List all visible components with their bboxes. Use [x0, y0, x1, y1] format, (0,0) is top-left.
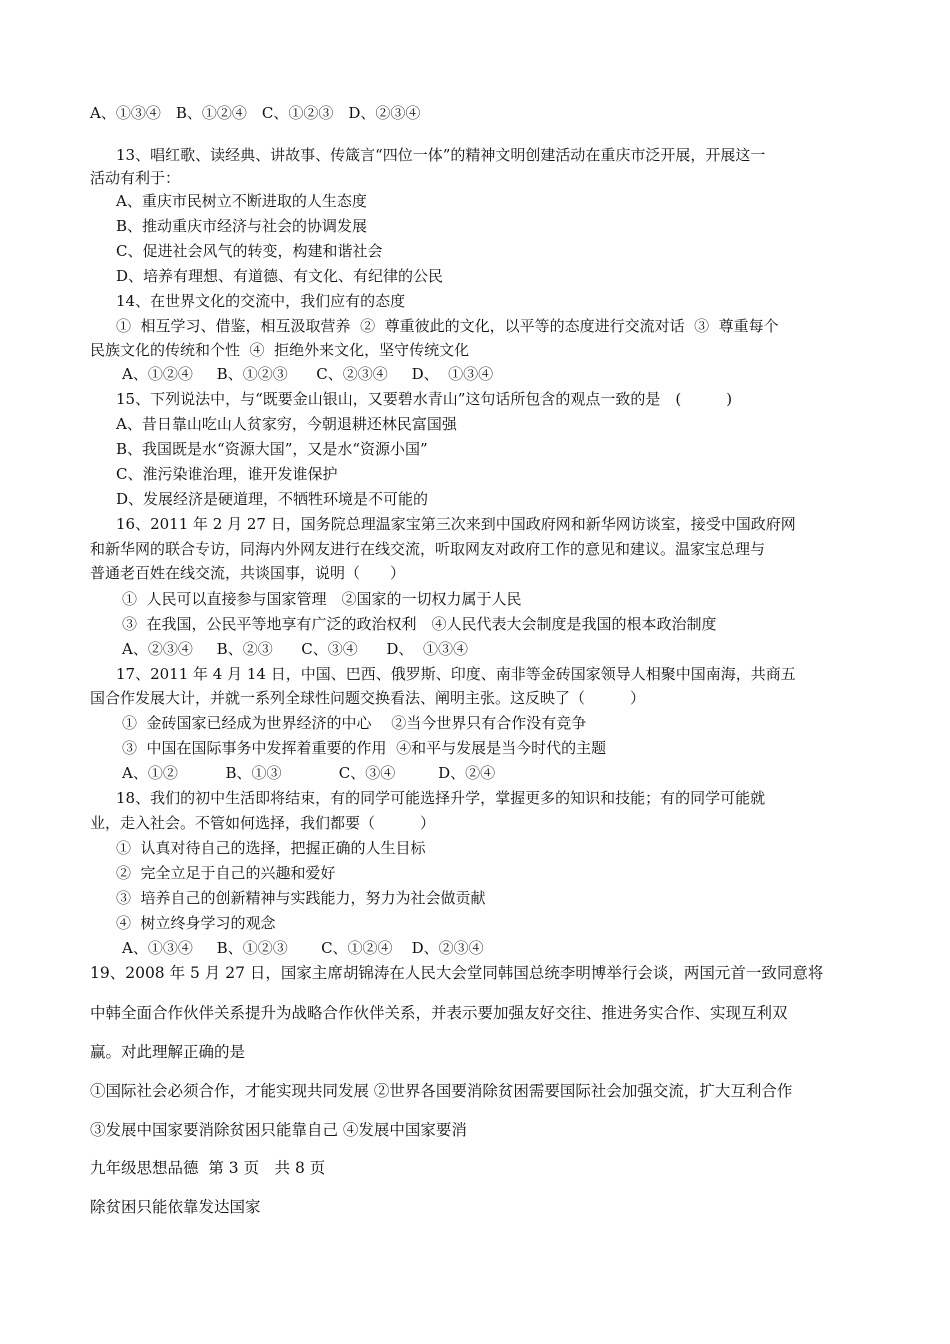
q14-items-line2: 民族文化的传统和个性 ④ 拒绝外来文化，坚守传统文化	[90, 341, 470, 359]
q18-item-2: ② 完全立足于自己的兴趣和爱好	[116, 864, 336, 882]
q13-option-a: A、重庆市民树立不断进取的人生态度	[116, 192, 367, 210]
q17-items-line1: ① 金砖国家已经成为世界经济的中心 ②当今世界只有合作没有竞争	[122, 714, 587, 732]
q18-item-1: ① 认真对待自己的选择，把握正确的人生目标	[116, 839, 426, 857]
q13-stem-line2: 活动有利于：	[90, 169, 181, 187]
q16-stem-line2: 和新华网的联合专访，同海内外网友进行在线交流，听取网友对政府工作的意见和建议。温家宝总理与	[90, 540, 766, 558]
q18-stem-line2: 业，走入社会。不管如何选择，我们都要（ ）	[90, 814, 436, 832]
q13-stem-line1: 13、唱红歌、读经典、讲故事、传箴言“四位一体”的精神文明创建活动在重庆市泛开展，开展这一	[116, 146, 766, 164]
q17-options: A、①② B、①③ C、③④ D、②④	[122, 764, 496, 782]
q17-items-line2: ③ 中国在国际事务中发挥着重要的作用 ④和平与发展是当今时代的主题	[122, 739, 607, 757]
q19-items-line2: ③发展中国家要消除贫困只能靠自己 ④发展中国家要消	[90, 1121, 467, 1139]
q16-stem-line3: 普通老百姓在线交流，共谈国事，说明（ ）	[90, 564, 406, 582]
q16-stem-line1: 16、2011 年 2 月 27 日，国务院总理温家宝第三次来到中国政府网和新华网访谈室，接受中国政府网	[116, 515, 796, 533]
q15-stem: 15、下列说法中，与“既要金山银山，又要碧水青山”这句话所包含的观点一致的是 ( )	[116, 390, 733, 408]
q19-stem-line1: 19、2008 年 5 月 27 日，国家主席胡锦涛在人民大会堂同韩国总统李明博举行会谈，两国元首一致同意将	[90, 964, 824, 982]
q18-item-4: ④ 树立终身学习的观念	[116, 914, 276, 932]
q13-option-d: D、培养有理想、有道德、有文化、有纪律的公民	[116, 267, 444, 285]
q16-options: A、②③④ B、②③ C、③④ D、 ①③④	[122, 640, 468, 658]
q15-option-d: D、发展经济是硬道理，不牺牲环境是不可能的	[116, 490, 429, 508]
q16-items-line2: ③ 在我国，公民平等地享有广泛的政治权利 ④人民代表大会制度是我国的根本政治制度	[122, 615, 717, 633]
q17-stem-line1: 17、2011 年 4 月 14 日，中国、巴西、俄罗斯、印度、南非等金砖国家领导人相聚中国南海，共商五	[116, 665, 796, 683]
q19-items-line1: ①国际社会必须合作，才能实现共同发展 ②世界各国要消除贫困需要国际社会加强交流，扩大互利合作	[90, 1082, 793, 1100]
q14-stem: 14、在世界文化的交流中，我们应有的态度	[116, 292, 406, 310]
q16-items-line1: ① 人民可以直接参与国家管理 ②国家的一切权力属于人民	[122, 590, 522, 608]
q14-options: A、①②④ B、①②③ C、②③④ D、 ①③④	[122, 365, 494, 383]
q18-item-3: ③ 培养自己的创新精神与实践能力，努力为社会做贡献	[116, 889, 486, 907]
q18-options: A、①③④ B、①②③ C、①②④ D、②③④	[122, 939, 484, 957]
q14-items-line1: ① 相互学习、借鉴，相互汲取营养 ② 尊重彼此的文化，以平等的态度进行交流对话 ③ 尊重每个	[116, 317, 779, 335]
page-footer: 九年级思想品德 第 3 页 共 8 页	[90, 1159, 326, 1177]
q13-option-c: C、促进社会风气的转变，构建和谐社会	[116, 242, 383, 260]
q19-items-line3: 除贫困只能依靠发达国家	[90, 1198, 261, 1216]
q18-stem-line1: 18、我们的初中生活即将结束，有的同学可能选择升学，掌握更多的知识和技能；有的同学可能就	[116, 789, 766, 807]
q15-option-b: B、我国既是水“资源大国”，又是水“资源小国”	[116, 440, 428, 458]
q12-options: A、①③④ B、①②④ C、①②③ D、②③④	[90, 104, 421, 122]
q15-option-c: C、淮污染谁治理，谁开发谁保护	[116, 465, 338, 483]
q19-stem-line2: 中韩全面合作伙伴关系提升为战略合作伙伴关系，并表示要加强友好交往、推进务实合作、实现互利双	[90, 1004, 788, 1022]
q19-stem-line3: 赢。对此理解正确的是	[90, 1043, 246, 1061]
q17-stem-line2: 国合作发展大计，并就一系列全球性问题交换看法、阐明主张。这反映了（ ）	[90, 689, 646, 707]
q15-option-a: A、昔日靠山吃山人贫家穷，今朝退耕还林民富国强	[116, 415, 457, 433]
q13-option-b: B、推动重庆市经济与社会的协调发展	[116, 217, 368, 235]
